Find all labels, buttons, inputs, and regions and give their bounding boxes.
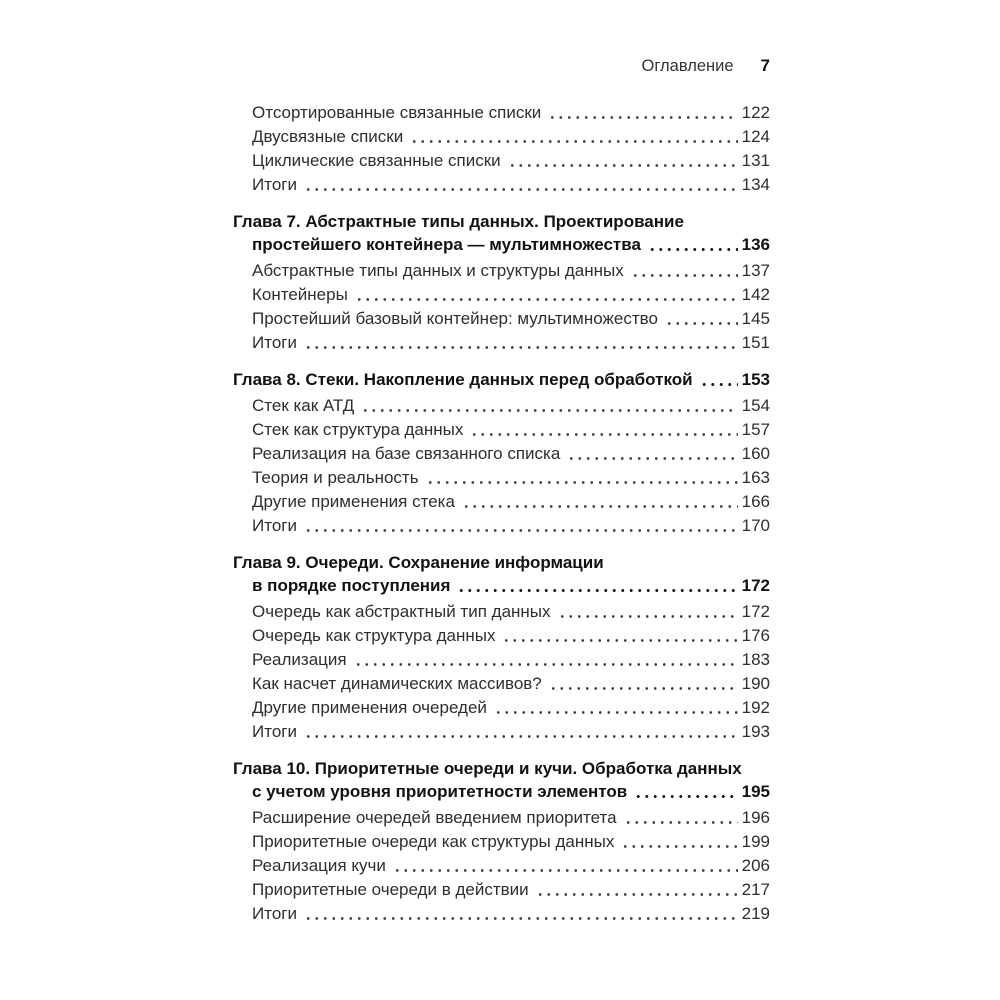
toc-entry-title: Итоги	[252, 175, 297, 194]
toc-entry-page: 154	[741, 396, 770, 415]
chapter-title: Глава 9. Очереди. Сохранение информации	[233, 553, 604, 572]
toc-entry-page: 170	[741, 516, 770, 535]
dot-leader	[549, 672, 738, 696]
toc-entry	[233, 101, 770, 125]
dot-leader	[304, 514, 738, 538]
toc-entry-page: 192	[741, 698, 770, 717]
toc-entry-page: 206	[741, 856, 770, 875]
toc-entry	[233, 490, 770, 514]
chapter-title: в порядке поступления	[252, 576, 451, 595]
toc-entry	[233, 806, 770, 830]
toc-group	[233, 551, 770, 744]
dot-leader	[502, 624, 737, 648]
toc-entry-title: Приоритетные очереди как структуры данных	[252, 832, 615, 851]
running-head-page-number: 7	[760, 56, 770, 75]
toc-entry-page: 193	[741, 722, 770, 741]
toc-entry	[233, 331, 770, 355]
toc-entry-page: 196	[741, 808, 770, 827]
toc-entry-page: 160	[741, 444, 770, 463]
toc-entry-title: Циклические связанные списки	[252, 151, 501, 170]
toc-group	[233, 368, 770, 538]
toc-entry-title: Простейший базовый контейнер: мультимножество	[252, 309, 658, 328]
dot-leader	[631, 259, 738, 283]
toc-entry	[233, 830, 770, 854]
chapter-heading-line1	[233, 551, 770, 574]
toc-entry-page: 166	[741, 492, 770, 511]
toc-entry-title: Стек как АТД	[252, 396, 355, 415]
toc-entry-title: Другие применения стека	[252, 492, 455, 511]
toc-entry-page: 131	[741, 151, 770, 170]
dot-leader	[304, 720, 738, 744]
dot-leader	[634, 780, 737, 803]
toc-entry	[233, 125, 770, 149]
chapter-heading-line1	[233, 757, 770, 780]
dot-leader	[558, 600, 738, 624]
toc-entry-page: 217	[741, 880, 770, 899]
chapter-heading-line2	[233, 780, 770, 803]
chapter-title: Глава 7. Абстрактные типы данных. Проектирование	[233, 212, 684, 231]
dot-leader	[508, 149, 738, 173]
toc-entry	[233, 149, 770, 173]
dot-leader	[304, 331, 738, 355]
toc-entry-title: Очередь как структура данных	[252, 626, 496, 645]
toc-entry	[233, 394, 770, 418]
toc-entry-title: Приоритетные очереди в действии	[252, 880, 529, 899]
dot-leader	[470, 418, 737, 442]
chapter-page: 136	[741, 235, 770, 254]
dot-leader	[393, 854, 738, 878]
dot-leader	[354, 648, 738, 672]
chapter-heading-line2	[233, 574, 770, 597]
toc-entry-title: Итоги	[252, 722, 297, 741]
toc-entry-page: 172	[741, 602, 770, 621]
dot-leader	[355, 283, 738, 307]
toc-entry-title: Реализация на базе связанного списка	[252, 444, 561, 463]
toc-group	[233, 757, 770, 926]
toc-entry-title: Итоги	[252, 516, 297, 535]
dot-leader	[665, 307, 738, 331]
toc-entry-title: Абстрактные типы данных и структуры данных	[252, 261, 624, 280]
toc-entry-page: 137	[741, 261, 770, 280]
toc-entry-title: Теория и реальность	[252, 468, 419, 487]
chapter-page: 195	[741, 782, 770, 801]
toc-entry-page: 163	[741, 468, 770, 487]
dot-leader	[494, 696, 738, 720]
chapter-page: 172	[741, 576, 770, 595]
chapter-title: с учетом уровня приоритетности элементов	[252, 782, 628, 801]
chapter-heading-line2	[233, 233, 770, 256]
toc-entry	[233, 902, 770, 926]
dot-leader	[621, 830, 737, 854]
chapter-heading-line1	[233, 210, 770, 233]
toc-entry-title: Итоги	[252, 333, 297, 352]
toc-entry-title: Двусвязные списки	[252, 127, 404, 146]
toc-entry-page: 142	[741, 285, 770, 304]
dot-leader	[700, 368, 738, 391]
dot-leader	[410, 125, 737, 149]
chapter-title: простейшего контейнера — мультимножества	[252, 235, 641, 254]
toc-entry-title: Стек как структура данных	[252, 420, 464, 439]
toc-entry-page: 151	[741, 333, 770, 352]
toc-entry	[233, 173, 770, 197]
toc-entry-page: 219	[741, 904, 770, 923]
toc-entry	[233, 878, 770, 902]
toc-entry	[233, 466, 770, 490]
chapter-title: Глава 10. Приоритетные очереди и кучи. Обработка данных	[233, 759, 742, 778]
toc-entry	[233, 648, 770, 672]
toc-entry-page: 199	[741, 832, 770, 851]
toc-entry	[233, 696, 770, 720]
toc-entry-page: 190	[741, 674, 770, 693]
dot-leader	[457, 574, 737, 597]
toc-entry-title: Реализация кучи	[252, 856, 386, 875]
toc-entry-page: 145	[741, 309, 770, 328]
toc-group	[233, 210, 770, 355]
dot-leader	[536, 878, 738, 902]
toc-entry-page: 134	[741, 175, 770, 194]
toc-entry-title: Контейнеры	[252, 285, 348, 304]
toc-entry-page: 176	[741, 626, 770, 645]
toc-entry	[233, 720, 770, 744]
dot-leader	[462, 490, 738, 514]
toc-entry	[233, 854, 770, 878]
toc-entry-title: Очередь как абстрактный тип данных	[252, 602, 551, 621]
toc-entry-title: Расширение очередей введением приоритета	[252, 808, 617, 827]
toc-entry	[233, 624, 770, 648]
dot-leader	[426, 466, 738, 490]
running-head	[642, 56, 770, 76]
dot-leader	[548, 101, 737, 125]
toc-entry-page: 183	[741, 650, 770, 669]
toc-entry	[233, 600, 770, 624]
dot-leader	[567, 442, 737, 466]
dot-leader	[361, 394, 737, 418]
toc-entry	[233, 514, 770, 538]
running-head-title: Оглавление	[641, 57, 734, 75]
toc-entry	[233, 442, 770, 466]
toc-entry-page: 124	[741, 127, 770, 146]
chapter-heading-line1	[233, 368, 770, 391]
toc-entry-page: 157	[741, 420, 770, 439]
toc-entry-title: Другие применения очередей	[252, 698, 487, 717]
dot-leader	[648, 233, 738, 256]
chapter-title: Глава 8. Стеки. Накопление данных перед обработкой	[233, 370, 693, 389]
dot-leader	[624, 806, 738, 830]
dot-leader	[304, 173, 738, 197]
toc-entry	[233, 283, 770, 307]
toc-entry	[233, 307, 770, 331]
toc-entry-title: Отсортированные связанные списки	[252, 103, 542, 122]
toc-group	[233, 101, 770, 197]
toc-entry	[233, 672, 770, 696]
toc-entry-page: 122	[741, 103, 770, 122]
toc-entry-title: Как насчет динамических массивов?	[252, 674, 542, 693]
toc-entry	[233, 259, 770, 283]
table-of-contents	[233, 101, 770, 926]
dot-leader	[304, 902, 738, 926]
toc-entry-title: Реализация	[252, 650, 347, 669]
toc-entry	[233, 418, 770, 442]
chapter-page: 153	[741, 370, 770, 389]
toc-entry-title: Итоги	[252, 904, 297, 923]
